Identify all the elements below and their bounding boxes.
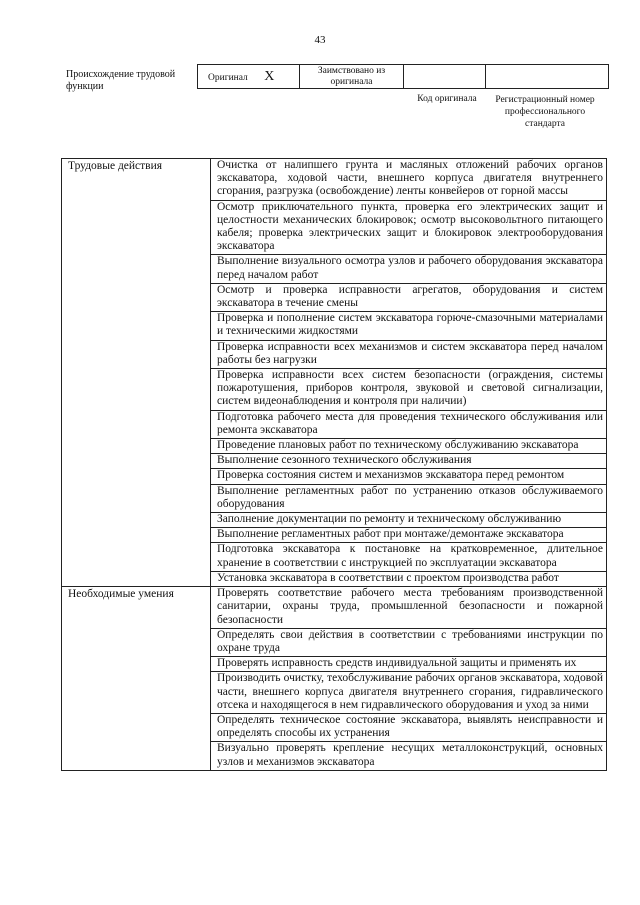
original-cell [198, 65, 300, 89]
code-caption: Код оригинала [417, 94, 477, 104]
section-title: Трудовые действия [62, 159, 211, 587]
registration-cell [486, 65, 609, 89]
functions-table-body [62, 159, 607, 771]
origin-table [197, 64, 609, 89]
list-item: Установка экскаватора в соответствии с проектом производства работ [211, 571, 607, 586]
list-item: Выполнение визуального осмотра узлов и рабочего оборудования экскаватора перед началом работ [211, 255, 607, 283]
code-cell [404, 65, 486, 89]
list-item: Определять свои действия в соответствии с требованиями инструкции по охране труда [211, 628, 607, 656]
list-item: Выполнение регламентных работ при монтаже/демонтаже экскаватора [211, 528, 607, 543]
origin-label: Происхождение трудовой функции [66, 69, 176, 92]
list-item: Определять техническое состояние экскаватора, выявлять неисправности и определять способы их устранения [211, 713, 607, 741]
list-item: Подготовка экскаватора к постановке на кратковременное, длительное хранение в соответствии с инструкцией по эксплуатации экскаватора [211, 543, 607, 571]
list-item: Проверка состояния систем и механизмов экскаватора перед ремонтом [211, 469, 607, 484]
list-item: Выполнение сезонного технического обслуживания [211, 454, 607, 469]
section-title: Необходимые умения [62, 587, 211, 771]
original-mark: X [264, 68, 275, 84]
registration-caption: Регистрационный номер профессионального стандарта [495, 95, 595, 129]
list-item: Проверять исправность средств индивидуальной защиты и применять их [211, 657, 607, 672]
table-row [62, 587, 607, 629]
list-item: Заполнение документации по ремонту и техническому обслуживанию [211, 513, 607, 528]
list-item: Проверять соответствие рабочего места требованиям производственной санитарии, охраны труда, промышленной безопасности и пожарной безопасности [211, 587, 607, 629]
list-item: Проверка исправности всех механизмов и систем экскаватора перед началом работы без нагрузки [211, 340, 607, 368]
table-row [62, 159, 607, 201]
functions-table [61, 158, 607, 771]
list-item: Очистка от налипшего грунта и масляных отложений рабочих органов экскаватора, ходовой части, внешнего корпуса двигателя внутреннего сгорания, разгрузка (освобождение) ленты конвейеров от горной массы [211, 159, 607, 201]
list-item: Производить очистку, техобслуживание рабочих органов экскаватора, ходовой части, внешнего корпуса двигателя внутреннего сгорания, гидравлического отсека и находящегося в нем гидравлического оборудования и уход за ними [211, 672, 607, 714]
list-item: Подготовка рабочего места для проведения технического обслуживания или ремонта экскаватора [211, 410, 607, 438]
list-item: Проверка и пополнение систем экскаватора горюче-смазочными материалами и техническими жидкостями [211, 312, 607, 340]
page-number: 43 [314, 34, 326, 46]
original-label: Оригинал [208, 72, 248, 83]
borrowed-label: Заимствовано из оригинала [300, 65, 404, 89]
list-item: Проведение плановых работ по техническому обслуживанию экскаватора [211, 439, 607, 454]
list-item: Выполнение регламентных работ по устранению отказов обслуживаемого оборудования [211, 484, 607, 512]
list-item: Осмотр и проверка исправности агрегатов, оборудования и систем экскаватора в течение смены [211, 283, 607, 311]
list-item: Осмотр приключательного пункта, проверка его электрических защит и целостности механических блокировок; осмотр высоковольтного питающего кабеля; проверка электрических защит и блокировок электрооборудования экскаватора [211, 200, 607, 255]
list-item: Визуально проверять крепление несущих металлоконструкций, основных узлов и механизмов экскаватора [211, 742, 607, 770]
list-item: Проверка исправности всех систем безопасности (ограждения, системы пожаротушения, приборов контроля, звуковой и световой сигнализации, систем видеонаблюдения и контроля при наличии) [211, 369, 607, 411]
